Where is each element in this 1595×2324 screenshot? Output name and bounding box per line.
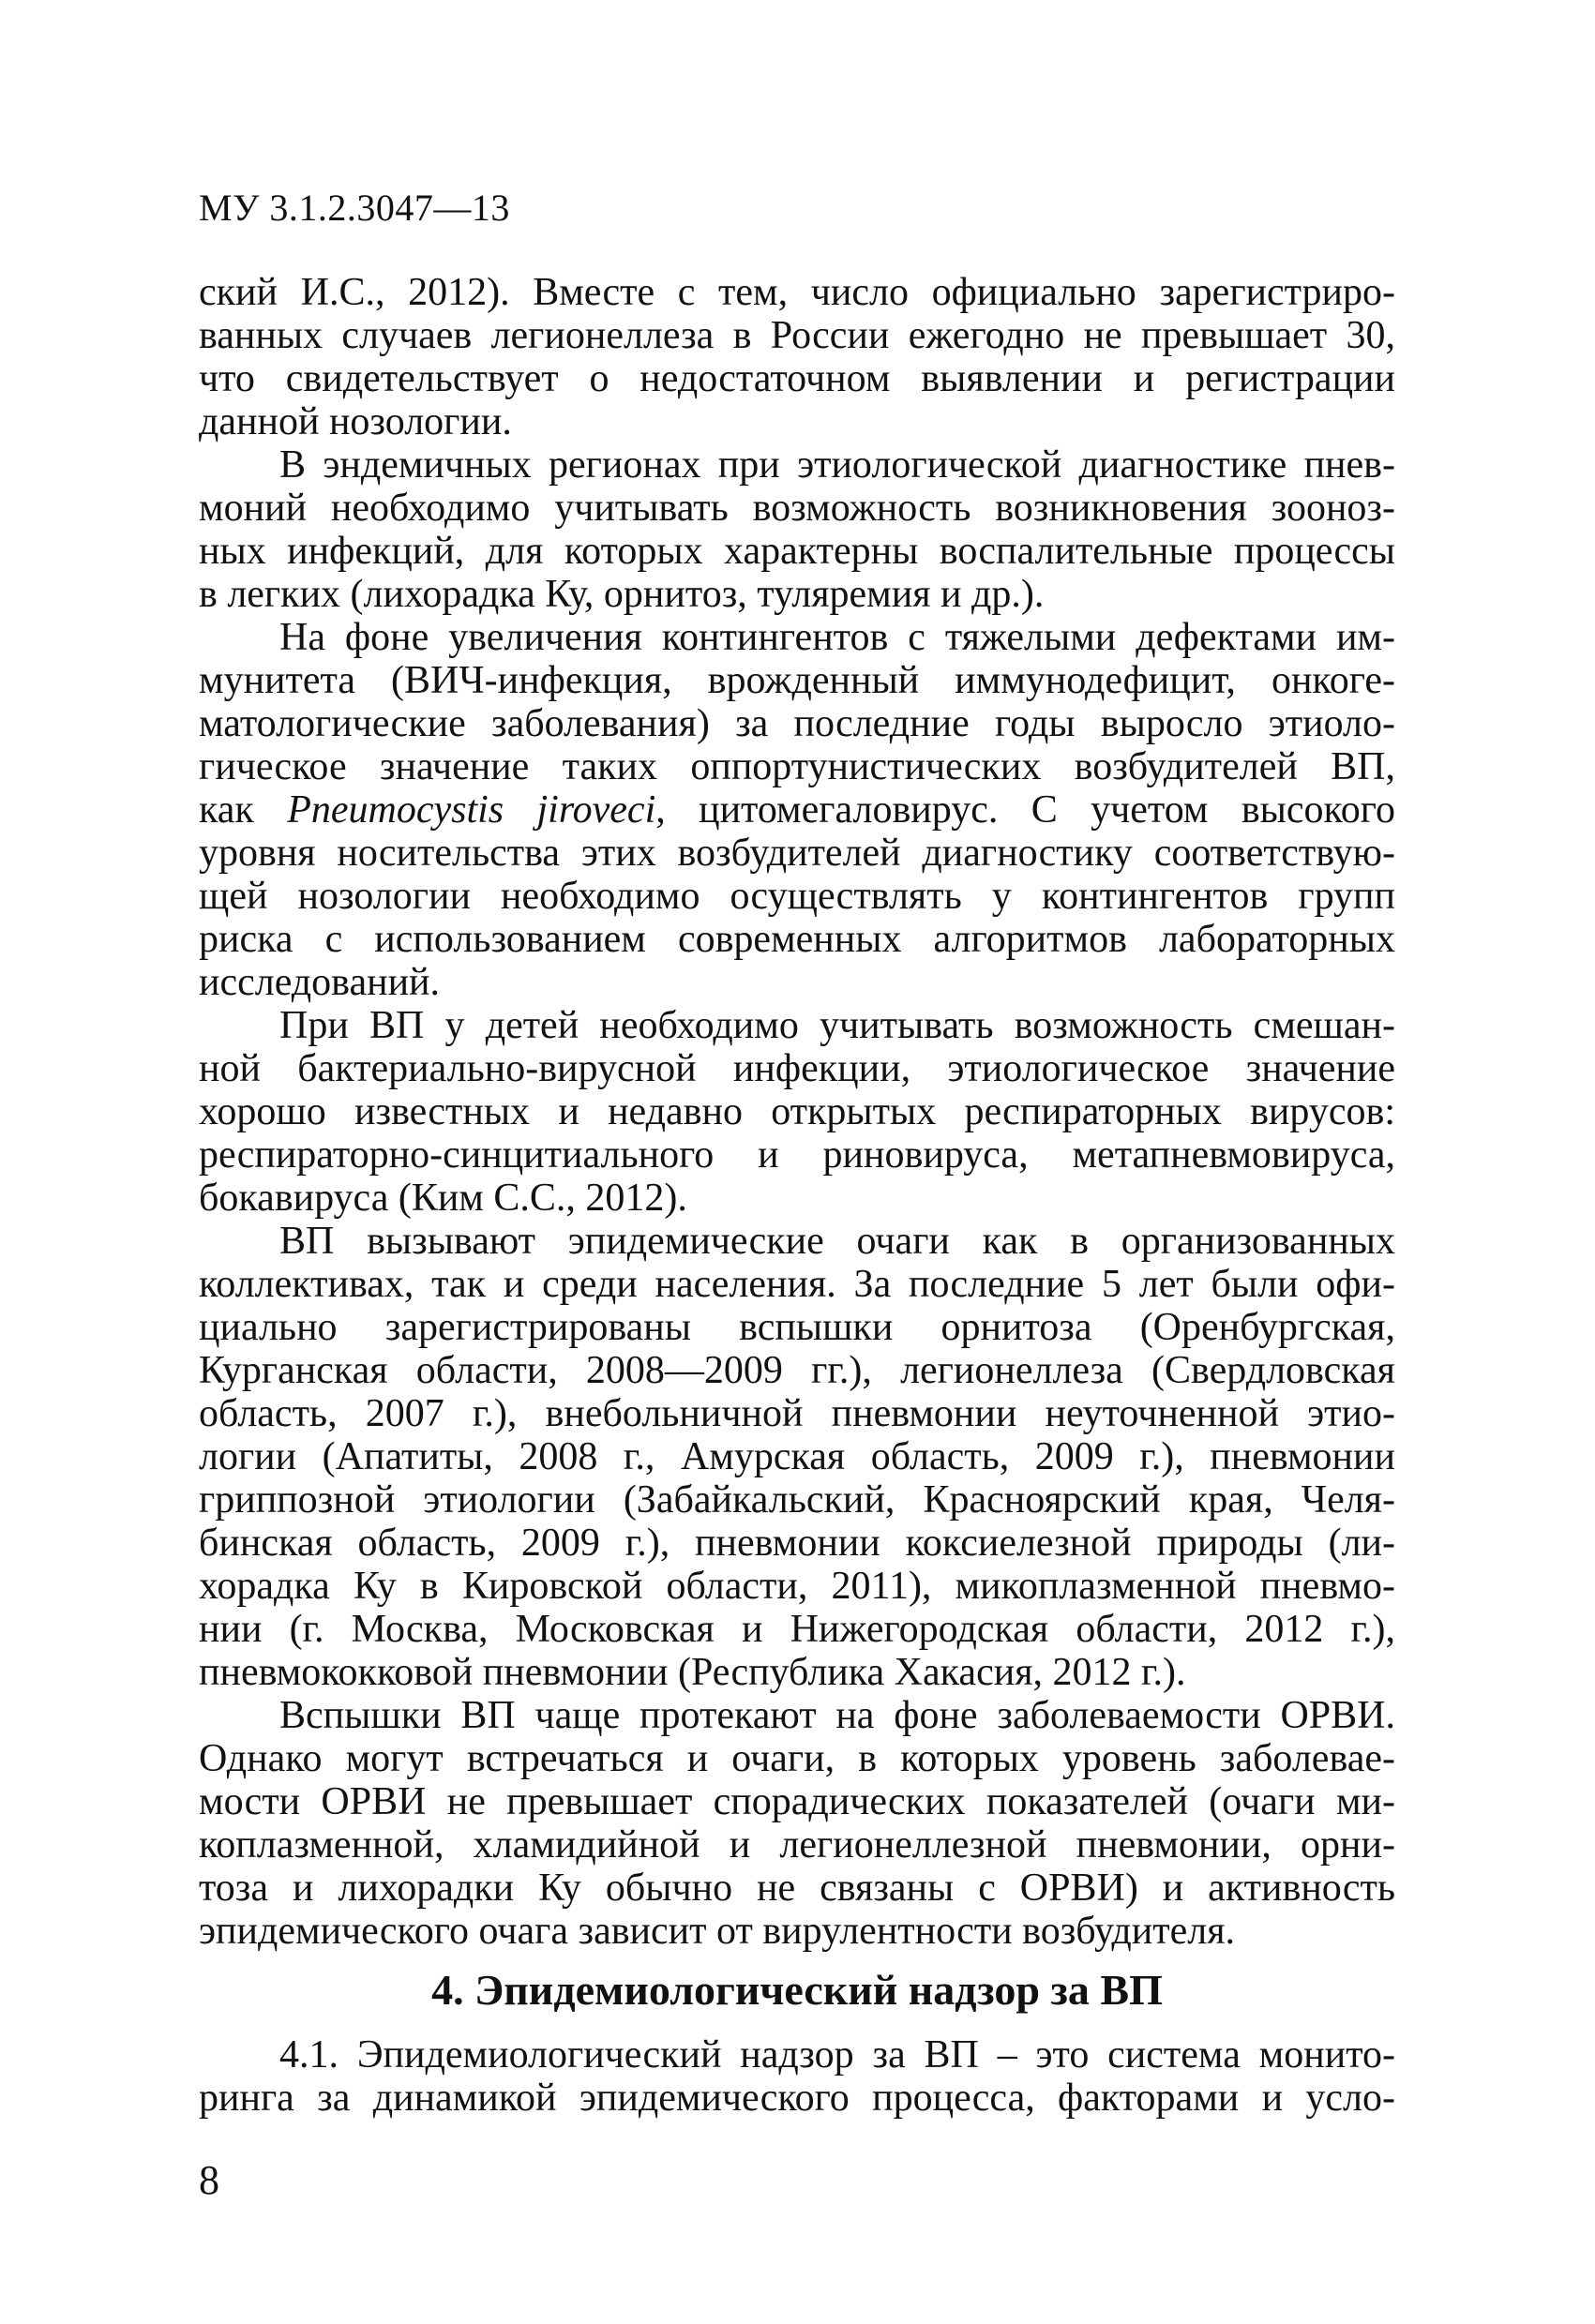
text-line: ВП вызывают эпидемические очаги как в организованных	[279, 1220, 1395, 1263]
text-line: бокавируса (Ким С.С., 2012).	[199, 1177, 687, 1220]
text-line: риска с использованием современных алгоритмов лабораторных	[199, 918, 1395, 961]
text-line: исследований.	[199, 961, 441, 1004]
text-line: ринга за динамикой эпидемического процесса, факторами и усло-	[199, 2077, 1395, 2120]
text-line: ванных случаев легионеллеза в России ежегодно не превышает 30,	[199, 314, 1395, 357]
text-line: хорошо известных и недавно открытых респираторных вирусов:	[199, 1090, 1395, 1133]
text-line: нии (г. Москва, Московская и Нижегородская области, 2012 г.),	[199, 1608, 1395, 1651]
text-line: в легких (лихорадка Ку, орнитоз, туляремия и др.).	[199, 573, 1045, 616]
text-line: ной бактериально-вирусной инфекции, этиологическое значение	[199, 1047, 1395, 1090]
text-line: 4.1. Эпидемиологический надзор за ВП – это система монито-	[279, 2033, 1395, 2077]
text-line: Однако могут встречаться и очаги, в которых уровень заболевае-	[199, 1737, 1395, 1780]
text-line: ский И.С., 2012). Вместе с тем, число официально зарегистриро-	[199, 271, 1395, 314]
text-line: логии (Апатиты, 2008 г., Амурская область, 2009 г.), пневмонии	[199, 1435, 1395, 1478]
text-line: бинская область, 2009 г.), пневмонии коксиелезной природы (ли-	[199, 1522, 1395, 1565]
text-line: При ВП у детей необходимо учитывать возможность смешан-	[279, 1004, 1395, 1047]
text-line: В эндемичных регионах при этиологической диагностике пнев-	[279, 443, 1395, 487]
text-line: гическое значение таких оппортунистических возбудителей ВП,	[199, 745, 1395, 788]
page-number: 8	[199, 2157, 219, 2203]
text-line: данной нозологии.	[199, 400, 512, 443]
text-line: циально зарегистрированы вспышки орнитоза (Оренбургская,	[199, 1306, 1395, 1349]
text-line: область, 2007 г.), внебольничной пневмонии неуточненной этио-	[199, 1392, 1395, 1435]
text-line: хорадка Ку в Кировской области, 2011), микоплазменной пневмо-	[199, 1565, 1395, 1608]
organism-name: Pneumocystis jiroveci	[287, 788, 656, 832]
text-line: щей нозологии необходимо осуществлять у контингентов групп	[199, 875, 1395, 918]
text-line: Вспышки ВП чаще протекают на фоне заболеваемости ОРВИ.	[279, 1694, 1395, 1737]
running-header: МУ 3.1.2.3047—13	[199, 187, 510, 229]
text-line: мунитета (ВИЧ-инфекция, врожденный иммунодефицит, онкоге-	[199, 659, 1395, 702]
text-line: мости ОРВИ не превышает спорадических показателей (очаги ми-	[199, 1780, 1395, 1823]
text-line: Курганская области, 2008—2009 гг.), легионеллеза (Свердловская	[199, 1349, 1395, 1392]
text-line: тоза и лихорадки Ку обычно не связаны с ОРВИ) и активность	[199, 1867, 1395, 1910]
text-line: пневмококковой пневмонии (Республика Хакасия, 2012 г.).	[199, 1651, 1186, 1694]
text-line	[199, 787, 1395, 833]
text-line: эпидемического очага зависит от вирулентности возбудителя.	[199, 1910, 1236, 1953]
text-run: , цитомегаловирус. С учетом высокого	[655, 788, 1395, 832]
text-line: что свидетельствует о недостаточном выявлении и регистрации	[199, 357, 1395, 400]
text-line: коллективах, так и среди населения. За последние 5 лет были офи-	[199, 1263, 1395, 1306]
text-line: моний необходимо учитывать возможность возникновения зооноз-	[199, 487, 1395, 530]
text-line: коплазменной, хламидийной и легионеллезной пневмонии, орни-	[199, 1823, 1395, 1867]
text-line: гриппозной этиологии (Забайкальский, Красноярский края, Челя-	[199, 1478, 1395, 1522]
text-line: ных инфекций, для которых характерны воспалительные процессы	[199, 530, 1395, 573]
text-run: как	[199, 788, 288, 832]
text-line: На фоне увеличения контингентов с тяжелыми дефектами им-	[279, 616, 1395, 659]
text-line: уровня носительства этих возбудителей диагностику соответствую-	[199, 832, 1395, 875]
text-line: матологические заболевания) за последние годы выросло этиоло-	[199, 702, 1395, 745]
text-line: респираторно-синцитиального и риновируса, метапневмовируса,	[199, 1133, 1395, 1177]
section-heading: 4. Эпидемиологический надзор за ВП	[431, 1966, 1163, 2014]
